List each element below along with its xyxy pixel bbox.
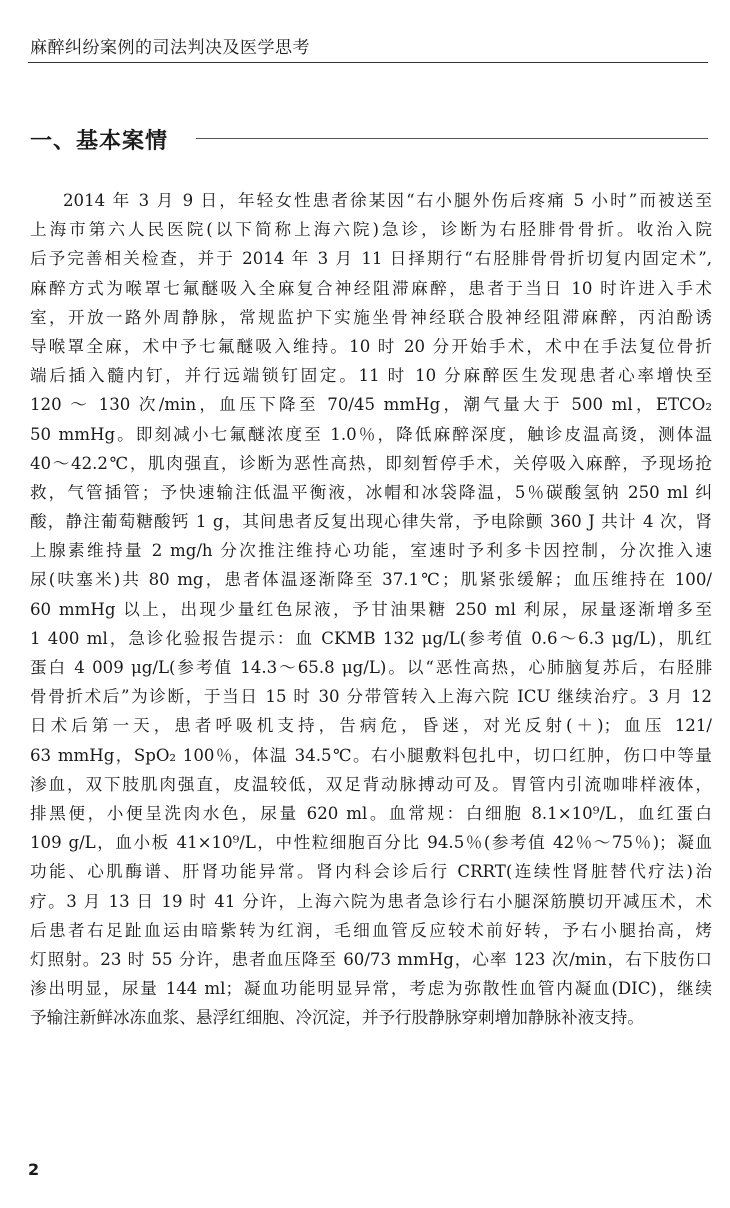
body-line: 端后插入髓内钉，并行远端锁钉固定。11 时 10 分麻醉医生发现患者心率增快至 xyxy=(30,366,712,386)
body-line: 尿(呋塞米)共 80 mg，患者体温逐渐降至 37.1℃；肌紧张缓解；血压维持在 100/ xyxy=(30,570,712,590)
page-number: 2 xyxy=(28,1160,40,1179)
body-line: 导喉罩全麻，术中予七氟醚吸入维持。10 时 20 分开始手术，术中在手法复位骨折 xyxy=(30,336,712,356)
body-line: 排黑便，小便呈洗肉水色，尿量 620 ml。血常规：白细胞 8.1×10⁹/L，血红蛋白 xyxy=(30,803,712,823)
body-line: 救，气管插管；予快速输注低温平衡液，冰帽和冰袋降温，5％碳酸氢钠 250 ml 纠 xyxy=(30,482,712,502)
body-line: 上海市第六人民医院(以下简称上海六院)急诊，诊断为右胫腓骨骨折。收治入院 xyxy=(30,220,712,240)
body-line: 骨骨折术后”为诊断，于当日 15 时 30 分带管转入上海六院 ICU 继续治疗。3 月 12 xyxy=(30,687,712,707)
section-title: 一、基本案情 xyxy=(30,128,169,154)
body-line: 后患者右足趾血运由暗紫转为红润，毛细血管反应较术前好转，予右小腿抬高，烤 xyxy=(30,920,712,940)
running-head-title: 麻醉纠纷案例的司法判决及医学思考 xyxy=(30,38,310,58)
body-line: 蛋白 4 009 μg/L(参考值 14.3～65.8 μg/L)。以“恶性高热，心肺脑复苏后，右胫腓 xyxy=(30,658,712,677)
body-line: 120 ～ 130 次/min，血压下降至 70/45 mmHg，潮气量大于 500 ml，ETCO₂ xyxy=(30,395,712,415)
header-divider xyxy=(28,62,708,63)
body-line: 40～42.2℃，肌肉强直，诊断为恶性高热，即刻暂停手术，关停吸入麻醉，予现场抢 xyxy=(30,453,712,473)
body-line: 63 mmHg，SpO₂ 100％，体温 34.5℃。右小腿敷料包扎中，切口红肿，伤口中等量 xyxy=(30,745,712,765)
body-line: 渗出明显，尿量 144 ml；凝血功能明显异常，考虑为弥散性血管内凝血(DIC)，继续 xyxy=(30,979,712,999)
body-line: 50 mmHg。即刻减小七氟醚浓度至 1.0％，降低麻醉深度，触诊皮温高烫，测体温 xyxy=(30,424,712,444)
body-line: 2014 年 3 月 9 日，年轻女性患者徐某因“右小腿外伤后疼痛 5 小时”而被送至 xyxy=(63,191,712,210)
body-line: 109 g/L，血小板 41×10⁹/L，中性粒细胞百分比 94.5％(参考值 42％～75％)；凝血 xyxy=(30,833,712,853)
section-title-rule xyxy=(196,138,708,139)
body-line: 渗血，双下肢肌肉强直，皮温较低，双足背动脉搏动可及。胃管内引流咖啡样液体， xyxy=(30,774,712,794)
body-paragraph xyxy=(30,186,712,1032)
body-line: 后予完善相关检查，并于 2014 年 3 月 11 日择期行“右胫腓骨骨折切复内固定术”, xyxy=(30,249,712,269)
body-line: 上腺素维持量 2 mg/h 分次推注维持心功能，室速时予利多卡因控制，分次推入速 xyxy=(30,541,712,561)
body-line: 室，开放一路外周静脉，常规监护下实施坐骨神经联合股神经阻滞麻醉，丙泊酚诱 xyxy=(30,307,712,327)
body-line: 酸，静注葡萄糖酸钙 1 g，其间患者反复出现心律失常，予电除颤 360 J 共计 4 次，肾 xyxy=(30,512,712,532)
body-line: 予输注新鲜冰冻血浆、悬浮红细胞、冷沉淀，并予行股静脉穿刺增加静脉补液支持。 xyxy=(30,1008,644,1028)
body-line: 疗。3 月 13 日 19 时 41 分许，上海六院为患者急诊行右小腿深筋膜切开减压术，术 xyxy=(30,891,712,911)
body-line: 日术后第一天，患者呼吸机支持，告病危，昏迷，对光反射(＋)；血压 121/ xyxy=(30,716,712,736)
body-line: 60 mmHg 以上，出现少量红色尿液，予甘油果糖 250 ml 利尿，尿量逐渐增多至 xyxy=(30,599,712,619)
body-line: 功能、心肌酶谱、肝肾功能异常。肾内科会诊后行 CRRT(连续性肾脏替代疗法)治 xyxy=(30,862,712,882)
body-line: 灯照射。23 时 55 分许，患者血压降至 60/73 mmHg，心率 123 次/min，右下肢伤口 xyxy=(30,949,712,969)
body-line: 1 400 ml，急诊化验报告提示：血 CKMB 132 μg/L(参考值 0.6～6.3 μg/L)，肌红 xyxy=(30,628,712,648)
body-line: 麻醉方式为喉罩七氟醚吸入全麻复合神经阻滞麻醉，患者于当日 10 时许进入手术 xyxy=(30,278,712,298)
